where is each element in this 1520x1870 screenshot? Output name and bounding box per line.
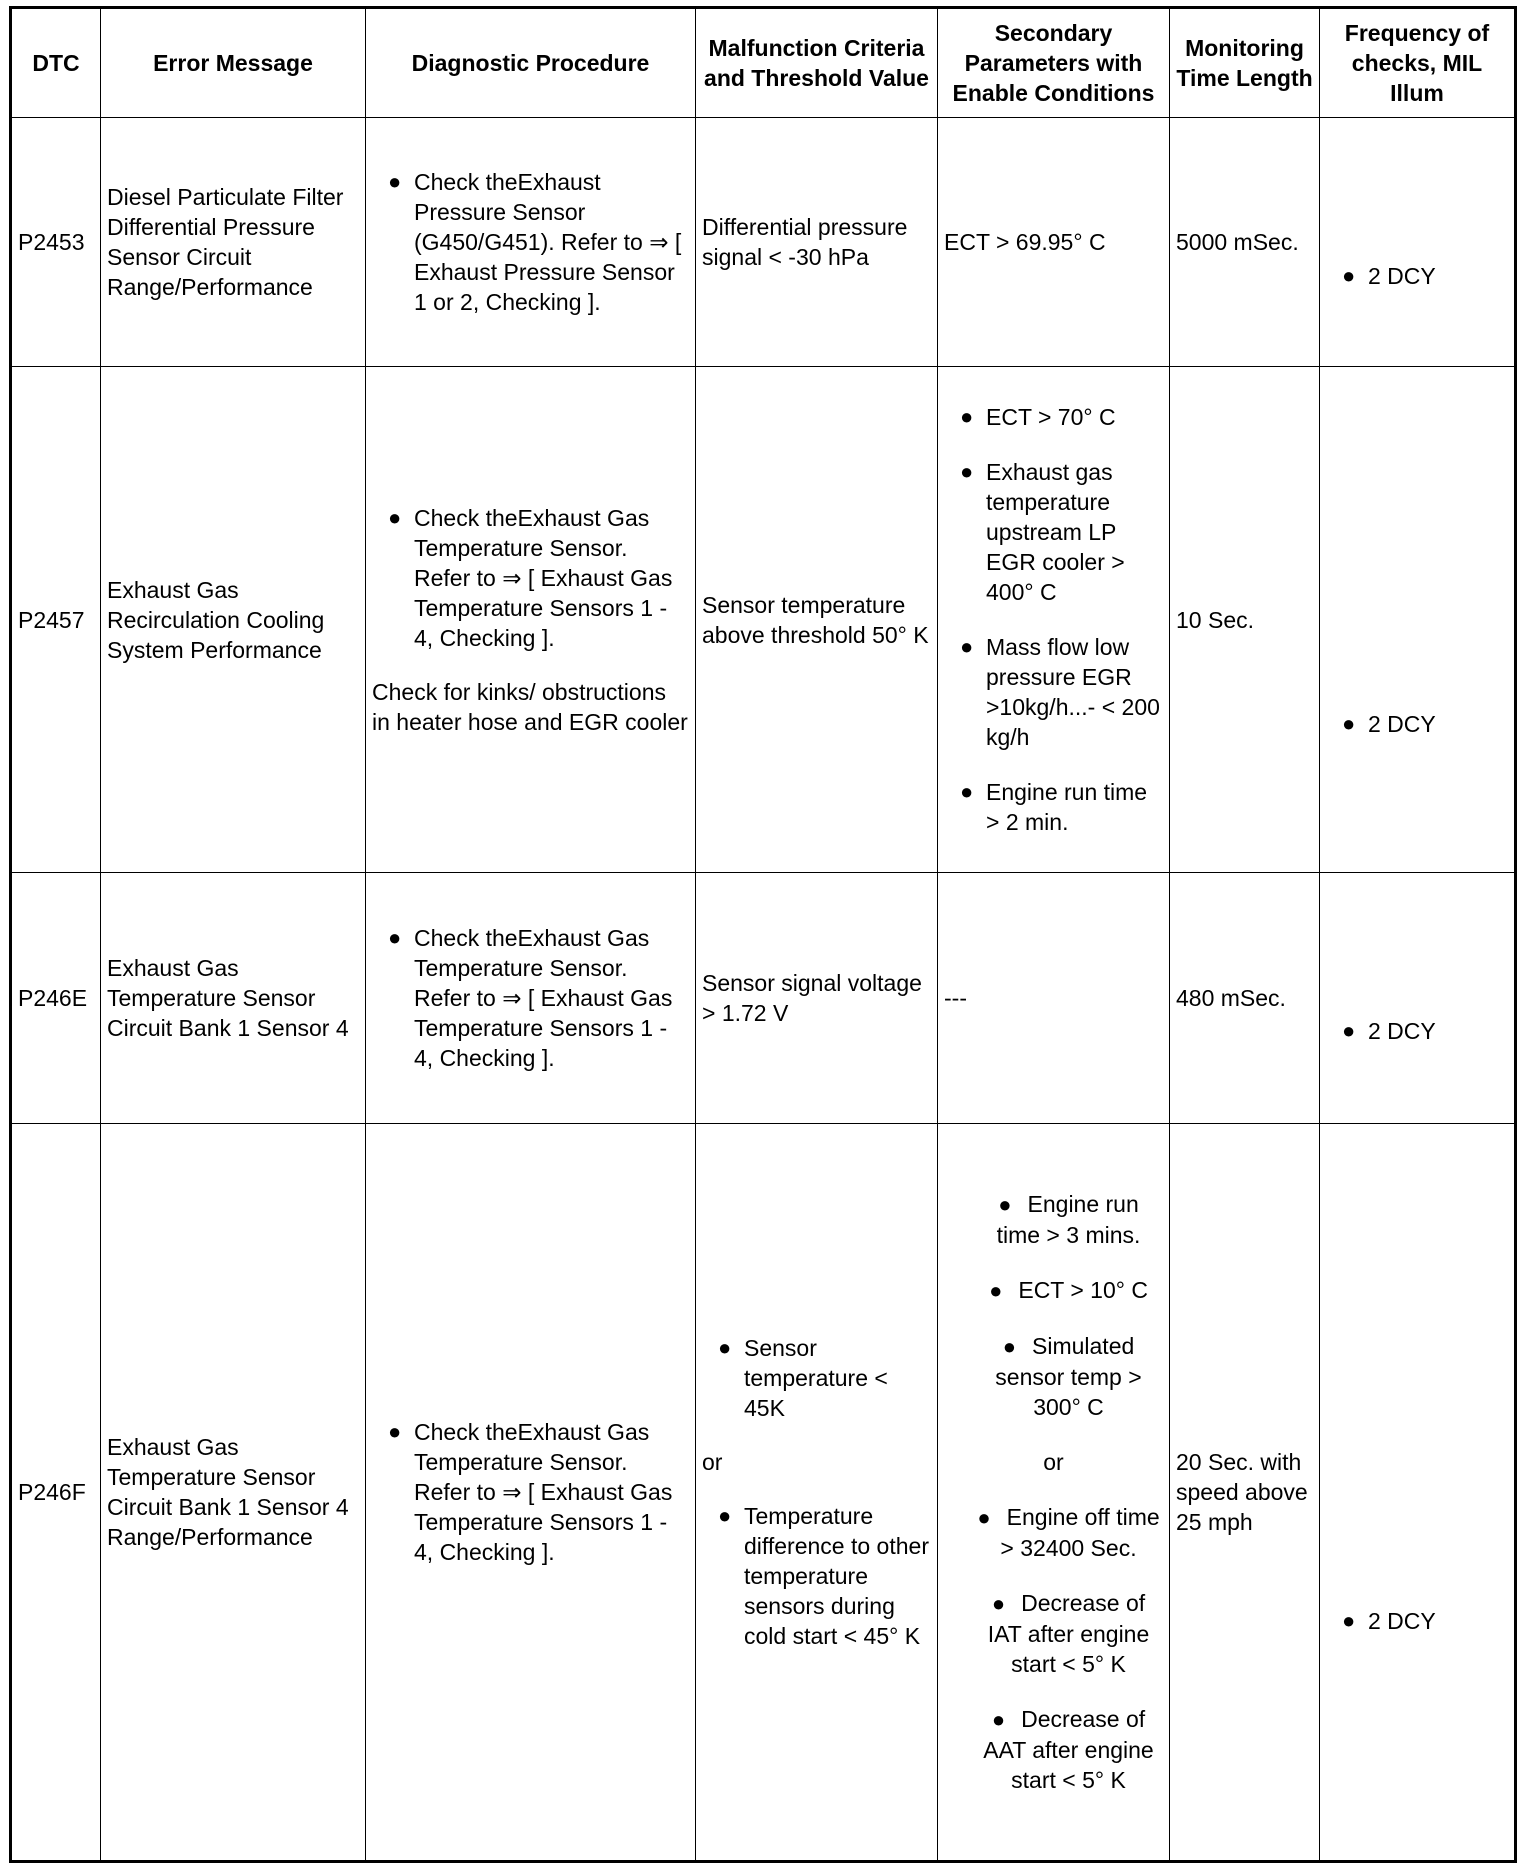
criteria-text: Sensor temperature < 45K [744,1334,888,1421]
bullet-icon: ● [1342,1607,1356,1633]
procedure-item [372,167,689,317]
frequency-list [1326,193,1508,291]
secondary-item [944,457,1163,607]
dtc-code: P2453 [11,118,101,367]
error-message: Exhaust Gas Recirculation Cooling System Performance [101,367,366,873]
dtc-table [9,6,1517,1863]
bullet-icon: ● [960,634,974,660]
frequency [1320,367,1516,873]
procedure-list [372,167,689,317]
secondary-item [944,1189,1163,1250]
bullet-icon: ● [1342,1017,1356,1043]
secondary-text: Engine run time > 3 mins. [996,1190,1141,1248]
criteria-list-b [702,1501,931,1651]
procedure-item [372,1417,689,1567]
procedure-list [372,503,689,653]
frequency [1320,873,1516,1123]
secondary-text: ECT > 10° C [1018,1276,1148,1303]
frequency-text: 2 DCY [1368,710,1436,737]
criteria-list-a [702,1333,931,1423]
bullet-icon: ● [388,504,402,530]
bullet-icon: ● [388,1418,402,1444]
malfunction-criteria: Sensor temperature above threshold 50° K [696,367,938,873]
bullet-icon: ● [960,779,974,805]
error-message: Exhaust Gas Temperature Sensor Circuit Bank 1 Sensor 4 [101,873,366,1123]
header-malfunction-criteria: Malfunction Criteria and Threshold Value [696,8,938,118]
header-diagnostic-procedure: Diagnostic Procedure [366,8,696,118]
secondary-item [944,632,1163,752]
criteria-or: or [702,1448,723,1475]
dtc-code: P246F [11,1123,101,1861]
secondary-item [944,1275,1163,1306]
header-error-message: Error Message [101,8,366,118]
monitoring-time: 20 Sec. with speed above 25 mph [1170,1123,1320,1861]
secondary-text: Engine off time > 32400 Sec. [1000,1503,1160,1561]
criteria-item [702,1501,931,1651]
secondary-text: Simulated sensor temp > 300° C [995,1332,1142,1420]
bullet-icon: ● [960,459,974,485]
table-row [11,873,1516,1123]
procedure-item [372,923,689,1073]
bullet-icon: ● [989,1277,1003,1303]
header-secondary-parameters: Secondary Parameters with Enable Conditions [938,8,1170,118]
bullet-icon: ● [1342,710,1356,736]
secondary-item [944,402,1163,432]
procedure-text: Check theExhaust Gas Temperature Sensor. Refer to ⇒ [ Exhaust Gas Temperature Sensors 1 - 4, Checking ]. [414,504,673,651]
procedure-note: Check for kinks/ obstructions in heater hose and EGR cooler [372,678,688,735]
malfunction-criteria [696,1123,938,1861]
bullet-icon: ● [977,1504,991,1530]
diagnostic-procedure [366,1123,696,1861]
bullet-icon: ● [960,404,974,430]
header-row [11,8,1516,118]
dtc-code: P246E [11,873,101,1123]
malfunction-criteria: Differential pressure signal < -30 hPa [696,118,938,367]
frequency-item [1326,1606,1508,1636]
secondary-list [944,402,1163,837]
secondary-parameters [938,367,1170,873]
procedure-text: Check theExhaust Pressure Sensor (G450/G451). Refer to ⇒ [ Exhaust Pressure Sensor 1 or 2, Checking ]. [414,169,682,316]
secondary-item [944,777,1163,837]
secondary-text: Decrease of IAT after engine start < 5° K [987,1589,1150,1677]
diagnostic-procedure [366,367,696,873]
procedure-item [372,503,689,653]
frequency [1320,118,1516,367]
bullet-icon: ● [1002,1333,1016,1359]
criteria-item [702,1333,931,1423]
bullet-icon: ● [991,1590,1006,1616]
secondary-text: Decrease of AAT after engine start < 5° K [983,1705,1154,1793]
frequency-list [1326,1348,1508,1636]
bullet-icon: ● [991,1706,1006,1732]
header-dtc: DTC [11,8,101,118]
error-message: Diesel Particulate Filter Differential Pressure Sensor Circuit Range/Performance [101,118,366,367]
bullet-icon: ● [718,1334,732,1360]
bullet-icon: ● [388,169,402,195]
secondary-item [944,1704,1163,1795]
malfunction-criteria: Sensor signal voltage > 1.72 V [696,873,938,1123]
secondary-item [944,1331,1163,1422]
secondary-text: Engine run time > 2 min. [986,779,1148,836]
bullet-icon: ● [998,1191,1012,1217]
frequency [1320,1123,1516,1861]
header-frequency: Frequency of checks, MIL Illum [1320,8,1516,118]
secondary-text: ECT > 70° C [986,404,1116,431]
bullet-icon: ● [388,925,402,951]
dtc-code: P2457 [11,367,101,873]
secondary-item [944,1588,1163,1679]
secondary-list-a [944,1189,1163,1422]
procedure-text: Check theExhaust Gas Temperature Sensor. Refer to ⇒ [ Exhaust Gas Temperature Sensors 1 - 4, Checking ]. [414,925,673,1072]
frequency-item [1326,709,1508,739]
criteria-text: Temperature difference to other temperature sensors during cold start < 45° K [744,1502,929,1649]
frequency-text: 2 DCY [1368,263,1436,290]
secondary-or: or [1043,1448,1064,1475]
diagnostic-procedure [366,873,696,1123]
header-monitoring-time: Monitoring Time Length [1170,8,1320,118]
frequency-text: 2 DCY [1368,1017,1436,1044]
secondary-parameters: ECT > 69.95° C [938,118,1170,367]
frequency-item [1326,261,1508,291]
secondary-list-b [944,1502,1163,1795]
monitoring-time: 10 Sec. [1170,367,1320,873]
monitoring-time: 480 mSec. [1170,873,1320,1123]
error-message: Exhaust Gas Temperature Sensor Circuit Bank 1 Sensor 4 Range/Performance [101,1123,366,1861]
table-row [11,367,1516,873]
diagnostic-procedure [366,118,696,367]
frequency-list [1326,951,1508,1046]
procedure-text: Check theExhaust Gas Temperature Sensor. Refer to ⇒ [ Exhaust Gas Temperature Sensors 1 - 4, Checking ]. [414,1418,673,1565]
procedure-list [372,1417,689,1567]
secondary-text: Exhaust gas temperature upstream LP EGR cooler > 400° C [986,459,1125,606]
table-row [11,1123,1516,1861]
frequency-list [1326,501,1508,739]
bullet-icon: ● [718,1502,732,1528]
monitoring-time: 5000 mSec. [1170,118,1320,367]
table-row [11,118,1516,367]
frequency-text: 2 DCY [1368,1607,1436,1634]
secondary-parameters: --- [938,873,1170,1123]
frequency-item [1326,1016,1508,1046]
procedure-list [372,923,689,1073]
bullet-icon: ● [1342,263,1356,289]
secondary-text: Mass flow low pressure EGR >10kg/h...- < 200 kg/h [986,634,1160,751]
secondary-item [944,1502,1163,1563]
secondary-parameters [938,1123,1170,1861]
